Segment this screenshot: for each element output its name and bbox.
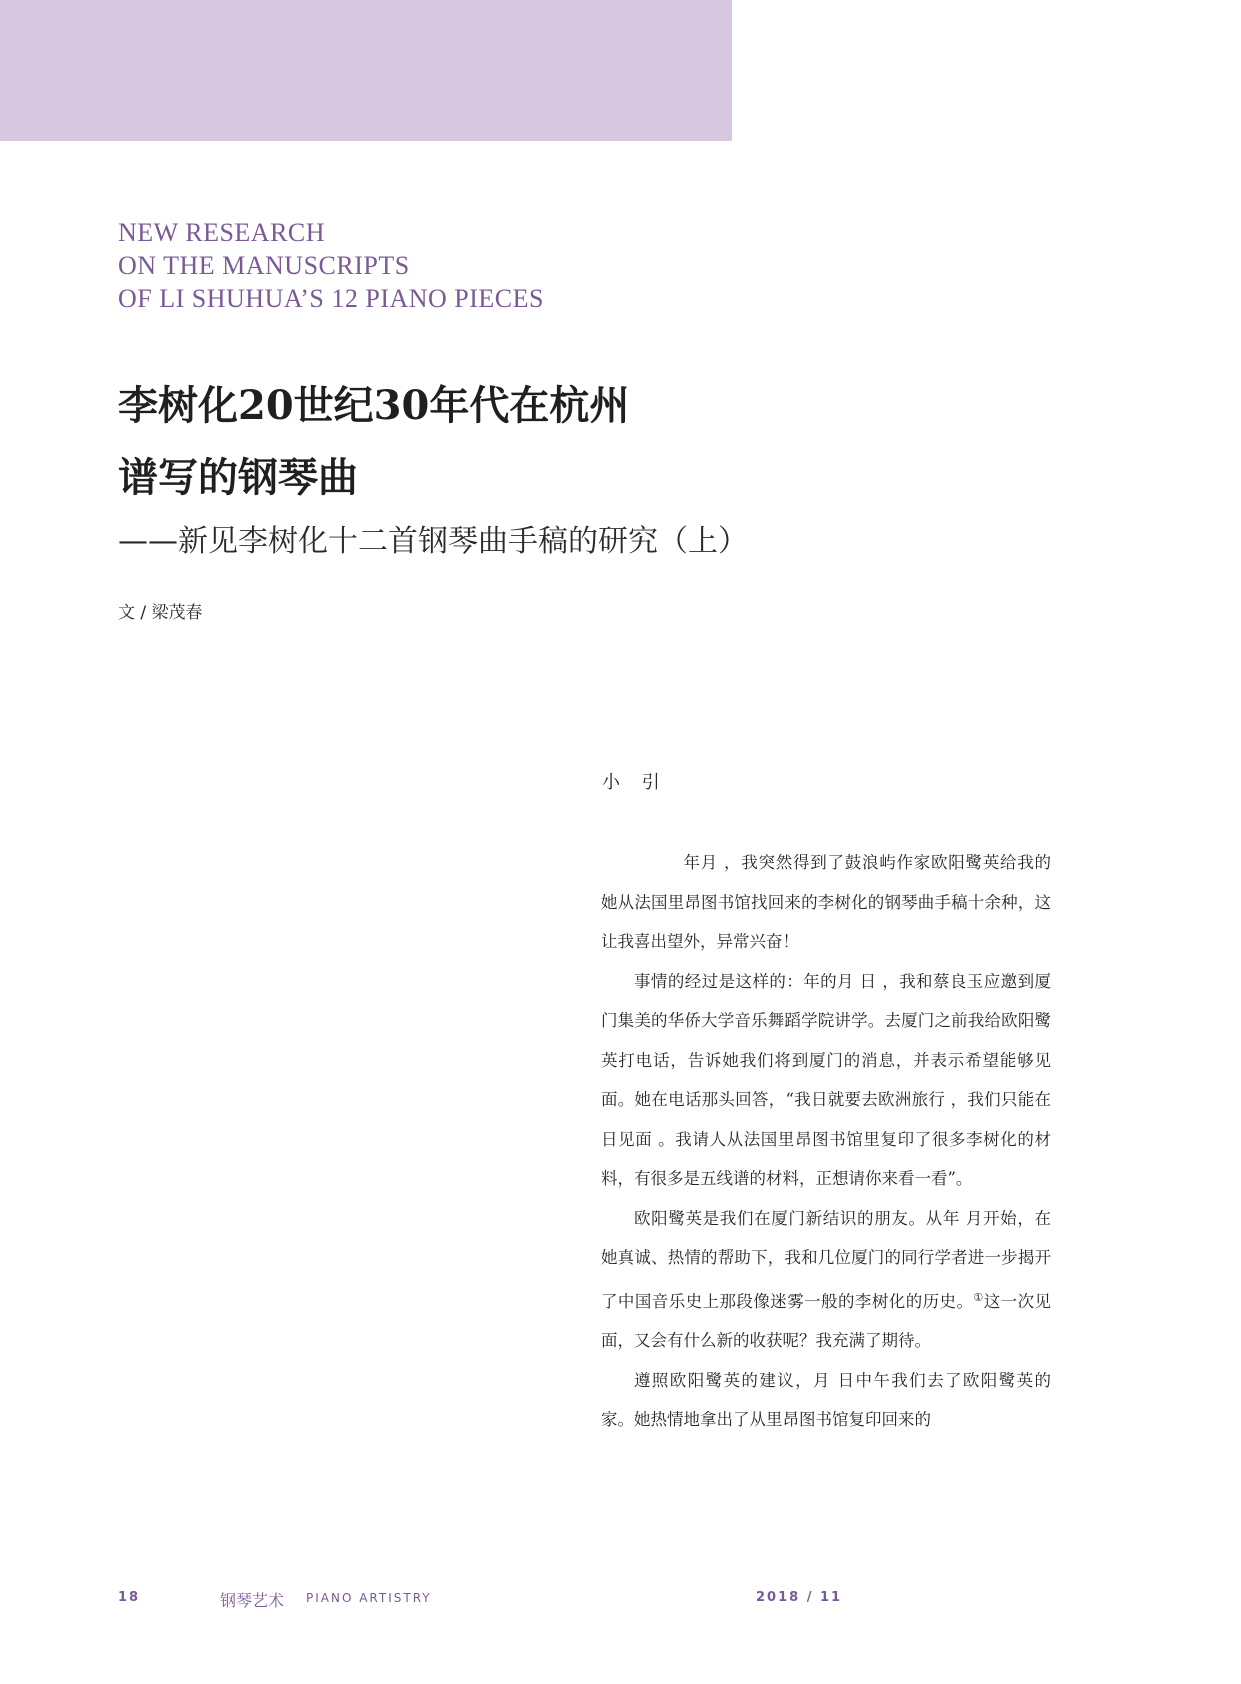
english-title-line: NEW RESEARCH — [118, 218, 326, 247]
english-title-line: OF LI SHUHUA’S 12 PIANO PIECES — [118, 284, 544, 313]
issue-number: 2018 / 11 — [756, 1590, 843, 1605]
magazine-name-cn: 钢琴艺术 — [220, 1591, 285, 1610]
paragraph — [601, 1199, 1051, 1361]
magazine-name-en: PIANO ARTISTRY — [306, 1591, 432, 1605]
chinese-title-line: 李树化20世纪30年代在杭州 — [118, 382, 630, 429]
paragraph: 遵照欧阳鹭英的建议，月 日中午我们去了欧阳鹭英的家。她热情地拿出了从里昂图书馆复印回来的 — [601, 1370, 1051, 1429]
paragraph: 事情的经过是这样的：年的月 日 ，我和蔡良玉应邀到厦门集美的华侨大学音乐舞蹈学院讲学。去厦门之前我给欧阳鹭英打电话，告诉她我们将到厦门的消息，并表示希望能够见面。她在电话那头回答，“我日就要去欧洲旅行 ，我们只能在日见面 。我请人从法国里昂图书馆里复印了很多李树化的材料，有很多是五线谱的材料，正想请你来看一看”。 — [601, 971, 1051, 1188]
section-heading: 小 引 — [602, 772, 668, 793]
paragraph-text: 这一次见面，又会有什么新的收获呢？我充满了期待。 — [601, 1291, 1052, 1350]
paragraph: 年月 ，我突然得到了鼓浪屿作家欧阳鹭英给我的她从法国里昂图书馆找回来的李树化的钢琴曲手稿十余种，这让我喜出望外，异常兴奋！ — [601, 853, 1051, 951]
page-footer — [0, 1590, 1241, 1610]
footnote-marker[interactable]: ① — [973, 1290, 984, 1304]
chinese-subtitle: ——新见李树化十二首钢琴曲手稿的研究（上） — [118, 524, 748, 559]
header-color-band — [0, 0, 732, 141]
author-byline: 文 / 梁茂春 — [118, 603, 203, 623]
article-body — [601, 843, 1051, 1440]
chinese-title-line: 谱写的钢琴曲 — [118, 454, 358, 501]
english-title-line: ON THE MANUSCRIPTS — [118, 251, 410, 280]
paragraph-text: 欧阳鹭英是我们在厦门新结识的朋友。从年 月开始，在她真诚、热情的帮助下，我和几位厦门的同行学者进一步揭开了中国音乐史上那段像迷雾一般的李树化的历史。 — [601, 1208, 1051, 1311]
english-title — [118, 216, 544, 315]
chinese-title — [118, 370, 629, 514]
page-number: 18 — [118, 1590, 141, 1605]
